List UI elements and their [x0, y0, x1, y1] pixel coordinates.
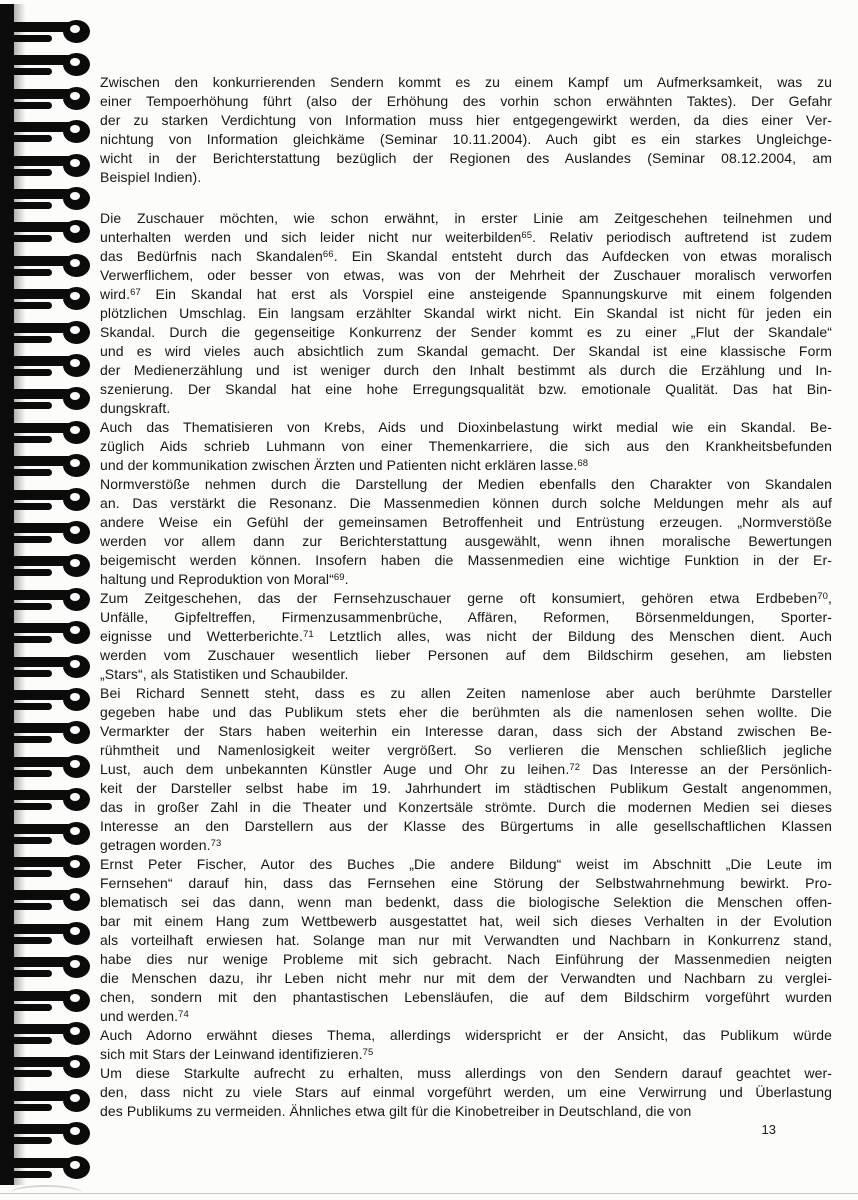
binding-loop-tail: [2, 1037, 52, 1044]
binding-loop-hole: [70, 493, 80, 501]
footnote-reference: 74: [178, 1009, 189, 1020]
text-line: keit der Darsteller selbst habe im 19. Jahrhundert im städtischen Publikum Gestalt angenommen,: [100, 780, 832, 796]
binding-loop-tail: [2, 436, 52, 443]
binding-loop-tail: [2, 68, 52, 75]
paragraph: [100, 73, 832, 187]
text-line: der zu starken Verdichtung von Information muss hier entgegengewirkt werden, da dies einer Ver-: [100, 112, 832, 128]
binding-loop-tail: [2, 35, 52, 42]
binding-loop: [0, 89, 96, 113]
binding-loop: [0, 1091, 96, 1115]
text-line: als vorteilhaft erwiesen hat. Solange man nur mit Verwandten und Nachbarn in Konkurrenz stand,: [100, 932, 832, 948]
binding-loop-tail: [2, 402, 52, 409]
binding-loop-hole: [70, 526, 80, 534]
text-line: Auch Adorno erwähnt dieses Thema, allerdings widerspricht er der Ansicht, das Publikum würde: [100, 1027, 832, 1043]
text-line: Unfälle, Gipfeltreffen, Firmenzusammenbrüche, Affären, Reformen, Börsenmeldungen, Sporter-: [100, 609, 832, 625]
binding-loop: [0, 623, 96, 647]
text-block: [100, 73, 832, 1121]
binding-loop-tail: [2, 536, 52, 543]
binding-loop: [0, 1024, 96, 1048]
text-line: und der kommunikation zwischen Ärzten und Patienten nicht erklären lasse.$^{68}$: [100, 457, 589, 473]
binding-loop: [0, 55, 96, 79]
binding-loop: [0, 423, 96, 447]
binding-loop-tail: [2, 302, 52, 309]
page-number: 13: [761, 1122, 776, 1137]
text-line: des Publikums zu vermeiden. Ähnliches etwa gilt für die Kinobetreiber in Deutschland, die von: [100, 1103, 692, 1119]
text-line: beigemischt werden können. Insofern haben die Massenmedien eine wichtige Funktion in der Er-: [100, 552, 832, 568]
binding-loop-tail: [2, 736, 52, 743]
text-line: Interesse an den Darstellern aus der Klasse des Bürgertums in alle gesellschaftlichen Klassen: [100, 818, 832, 834]
binding-loop-tail: [2, 603, 52, 610]
binding-loop-hole: [70, 359, 80, 367]
binding-loop-hole: [70, 1094, 80, 1102]
binding-loop-tail: [2, 970, 52, 977]
binding-loop-hole: [70, 760, 80, 768]
binding-loop-tail: [2, 569, 52, 576]
binding-loop: [0, 22, 96, 46]
binding-loop-hole: [70, 1161, 80, 1169]
binding-loop-hole: [70, 593, 80, 601]
binding-loop-tail: [2, 169, 52, 176]
binding-loop: [0, 957, 96, 981]
text-line: Ernst Peter Fischer, Autor des Buches „Die andere Bildung“ weist im Abschnitt „Die Leute im: [100, 856, 832, 872]
binding-loop: [0, 356, 96, 380]
text-line: plötzlichen Umschlag. Ein langsam erzählter Skandal wirkt nicht. Ein Skandal ist nicht für jeden ein: [100, 305, 832, 321]
binding-loop-hole: [70, 860, 80, 868]
binding-loop-tail: [2, 469, 52, 476]
paragraph: [100, 589, 832, 684]
text-line: blematisch sei das dann, wenn man bedenkt, dass die biologische Selektion die Menschen offen-: [100, 894, 832, 910]
text-line: unterhalten werden und sich leider nicht nur weiterbilden$^{65}$. Relativ periodisch auftretend ist zudem: [100, 229, 832, 245]
paragraph: [100, 1064, 832, 1121]
binding-loop: [0, 490, 96, 514]
text-line: Bei Richard Sennett steht, dass es zu allen Zeiten namenlose aber auch berühmte Darsteller: [100, 685, 832, 701]
text-line: Auch das Thematisieren von Krebs, Aids und Dioxinbelastung wirkt medial wie ein Skandal. Be-: [100, 419, 832, 435]
binding-loop-tail: [2, 235, 52, 242]
footnote-reference: 65: [521, 230, 533, 241]
text-line: werden vor allem dann zur Berichterstattung ausgewählt, wenn ihnen moralische Bewertungen: [100, 533, 832, 549]
binding-loop-tail: [2, 636, 52, 643]
text-line: und es wird vieles auch absichtlich zum Skandal gemacht. Der Skandal ist eine klassische Form: [100, 343, 832, 359]
binding-loop: [0, 222, 96, 246]
text-line: rühmtheit und Namenlosigkeit weiter vergrößert. So verlieren die Menschen schließlich jegliche: [100, 742, 832, 758]
footnote-reference: 75: [362, 1047, 374, 1058]
footnote-reference: 73: [210, 838, 222, 849]
binding-loop: [0, 690, 96, 714]
paragraph: [100, 475, 832, 589]
paragraph: [100, 855, 832, 1026]
text-line: züglich Aids schrieb Luhmann von einer Themenkarriere, die sich aus den Krankheitsbefunden: [100, 438, 832, 454]
text-line: Beispiel Indien).: [100, 169, 202, 185]
binding-loop: [0, 890, 96, 914]
binding-loop-tail: [2, 135, 52, 142]
text-line: Zwischen den konkurrierenden Sendern kommt es zu einem Kampf um Aufmerksamkeit, was zu: [100, 74, 832, 90]
text-line: Vermarkter der Stars haben weiterhin ein Interesse daran, dass sich der Abstand zwischen Be-: [100, 723, 832, 739]
text-line: wird.$^{67}$ Ein Skandal hat erst als Vorspiel eine ansteigende Spannungskurve mit einem folgenden: [100, 286, 832, 302]
binding-loop-hole: [70, 994, 80, 1002]
binding-loop: [0, 824, 96, 848]
footnote-reference: 70: [817, 591, 828, 602]
text-line: chen, sondern mit den phantastischen Lebensläufen, die auf dem Bildschirm vorgeführt wurden: [100, 989, 832, 1005]
text-line: Die Zuschauer möchten, wie schon erwähnt, in erster Linie am Zeitgeschehen teilnehmen und: [100, 210, 832, 226]
spiral-binding: [0, 0, 110, 1200]
text-line: haltung und Reproduktion von Moral“$^{69}$.: [100, 571, 349, 587]
binding-loop: [0, 991, 96, 1015]
binding-loop-hole: [70, 927, 80, 935]
binding-loop-tail: [2, 870, 52, 877]
text-line: szenierung. Der Skandal hat eine hohe Erregungsqualität bzw. emotionale Qualität. Das hat Bin-: [100, 381, 832, 397]
binding-loop: [0, 924, 96, 948]
text-line: den, dass nicht zu viele Stars auf einmal vorgeführt werden, um eine Verwirrung und Überlastung: [100, 1084, 832, 1100]
binding-loop: [0, 523, 96, 547]
text-line: gegeben habe und das Publikum stets eher die berühmten als die namenlosen sehen wollte. Die: [100, 704, 832, 720]
binding-loop: [0, 1057, 96, 1081]
text-line: „Stars“, als Statistiken und Schaubilder.: [100, 666, 349, 682]
binding-loop-tail: [2, 837, 52, 844]
binding-loop-hole: [70, 159, 80, 167]
binding-loop: [0, 757, 96, 781]
binding-loop: [0, 389, 96, 413]
text-line: getragen worden.$^{73}$: [100, 837, 222, 853]
binding-loop: [0, 723, 96, 747]
text-line: an. Das verstärkt die Resonanz. Die Massenmedien können durch solche Meldungen mehr als auf: [100, 495, 832, 511]
binding-loop: [0, 256, 96, 280]
text-line: nichtung von Information gleichkäme (Seminar 10.11.2004). Auch gibt es ein starkes Ungleichge-: [100, 131, 832, 147]
binding-loop-hole: [70, 827, 80, 835]
text-line: Skandal. Durch die gegenseitige Konkurrenz der Sender kommt es zu einer „Flut der Skandale“: [100, 324, 832, 340]
binding-loop-tail: [2, 102, 52, 109]
binding-loop-hole: [70, 259, 80, 267]
text-line: der Medienerzählung und ist weniger durch den Inhalt bestimmt als durch die Erzählung und In-: [100, 362, 832, 378]
text-line: andere Weise ein Gefühl der gemeinsamen Betroffenheit und Entrüstung erzeugen. „Normverstöße: [100, 514, 832, 530]
binding-loop: [0, 456, 96, 480]
text-line: wicht in der Berichterstattung bezüglich der Regionen des Auslandes (Seminar 08.12.2004, am: [100, 150, 832, 166]
text-line: Verwerflichem, oder besser von etwas, was von der Mehrheit der Zuschauer moralisch verworfen: [100, 267, 832, 283]
binding-loop: [0, 657, 96, 681]
page-bottom-edge: [0, 1193, 858, 1194]
text-line: und werden.$^{74}$: [100, 1008, 189, 1024]
binding-loop: [0, 323, 96, 347]
binding-loop-tail: [2, 770, 52, 777]
text-line: werden vom Zuschauer wesentlich lieber Personen auf dem Bildschirm gesehen, am liebsten: [100, 647, 832, 663]
paragraph: [100, 418, 832, 475]
footnote-reference: 66: [322, 249, 334, 260]
binding-loop: [0, 289, 96, 313]
binding-loop-tail: [2, 1171, 52, 1178]
binding-loop-hole: [70, 693, 80, 701]
binding-loop-tail: [2, 1004, 52, 1011]
text-line: sich mit Stars der Leinwand identifizieren.$^{75}$: [100, 1046, 374, 1062]
footnote-reference: 71: [302, 629, 314, 640]
binding-loop: [0, 1124, 96, 1148]
binding-loop: [0, 1158, 96, 1182]
binding-loop-hole: [70, 326, 80, 334]
text-line: das in großer Zahl in die Theater und Konzertsäle strömte. Durch die modernen Medien sei dieses: [100, 799, 832, 815]
text-line: dungskraft.: [100, 400, 171, 416]
binding-loop-hole: [70, 660, 80, 668]
footnote-reference: 72: [569, 762, 581, 773]
binding-loop-hole: [70, 426, 80, 434]
binding-loop: [0, 790, 96, 814]
text-line: habe dies nur wenige Probleme mit sich gebracht. Nach Einführung der Massenmedien neigten: [100, 951, 832, 967]
footnote-reference: 69: [333, 572, 345, 583]
binding-loop-tail: [2, 336, 52, 343]
text-line: Um diese Starkulte aufrecht zu erhalten, muss allerdings von den Sendern darauf geachtet wer-: [100, 1065, 832, 1081]
text-line: Normverstöße nehmen durch die Darstellung der Medien ebenfalls den Charakter von Skandalen: [100, 476, 832, 492]
binding-loop-hole: [70, 192, 80, 200]
binding-loop-tail: [2, 369, 52, 376]
paragraph: [100, 1026, 832, 1064]
text-line: eignisse und Wetterberichte.$^{71}$ Letztlich alles, was nicht der Bildung des Menschen dient. Auch: [100, 628, 832, 644]
binding-loop: [0, 556, 96, 580]
binding-loop-tail: [2, 202, 52, 209]
paragraph: [100, 684, 832, 855]
binding-loop-tail: [2, 703, 52, 710]
binding-loop-tail: [2, 1070, 52, 1077]
binding-loop-tail: [2, 1104, 52, 1111]
text-line: das Bedürfnis nach Skandalen$^{66}$. Ein Skandal entsteht durch das Aufdecken von etwas moralisch: [100, 248, 833, 264]
text-line: Fernsehen“ darauf hin, dass das Fernsehen eine Störung der Selbstwahrnehmung bewirkt. Pro-: [100, 875, 832, 891]
binding-loop-hole: [70, 25, 80, 33]
text-line: Lust, auch dem unbekannten Künstler Auge und Ohr zu leihen.$^{72}$ Das Interesse an der Persönlich-: [100, 761, 832, 777]
text-line: bar mit einem Hang zum Wettbewerb ausgestattet hat, weil sich dieses Verhalten in der Evolution: [100, 913, 832, 929]
binding-loop-tail: [2, 670, 52, 677]
binding-loop-tail: [2, 903, 52, 910]
text-line: die Menschen dazu, ihr Leben nicht mehr nur mit dem der Verwandten und Nachbarn zu verglei-: [100, 970, 832, 986]
footnote-reference: 68: [577, 458, 589, 469]
binding-loop: [0, 156, 96, 180]
binding-loop-hole: [70, 1027, 80, 1035]
text-line: Zum Zeitgeschehen, das der Fernsehzuschauer gerne oft konsumiert, gehören etwa Erdbeben$^{70}$,: [100, 590, 832, 606]
binding-loop-tail: [2, 937, 52, 944]
binding-loop: [0, 189, 96, 213]
binding-loop: [0, 857, 96, 881]
binding-loop-hole: [70, 92, 80, 100]
binding-loop-tail: [2, 803, 52, 810]
footnote-reference: 67: [130, 287, 141, 298]
text-line: einer Tempoerhöhung führt (also der Erhöhung des vorhin schon erwähnten Taktes). Der Gefahr: [100, 93, 832, 109]
binding-loop: [0, 122, 96, 146]
binding-loop-tail: [2, 503, 52, 510]
binding-loop-tail: [2, 269, 52, 276]
binding-loop-tail: [2, 1137, 52, 1144]
binding-loop: [0, 590, 96, 614]
paragraph: [100, 209, 832, 418]
